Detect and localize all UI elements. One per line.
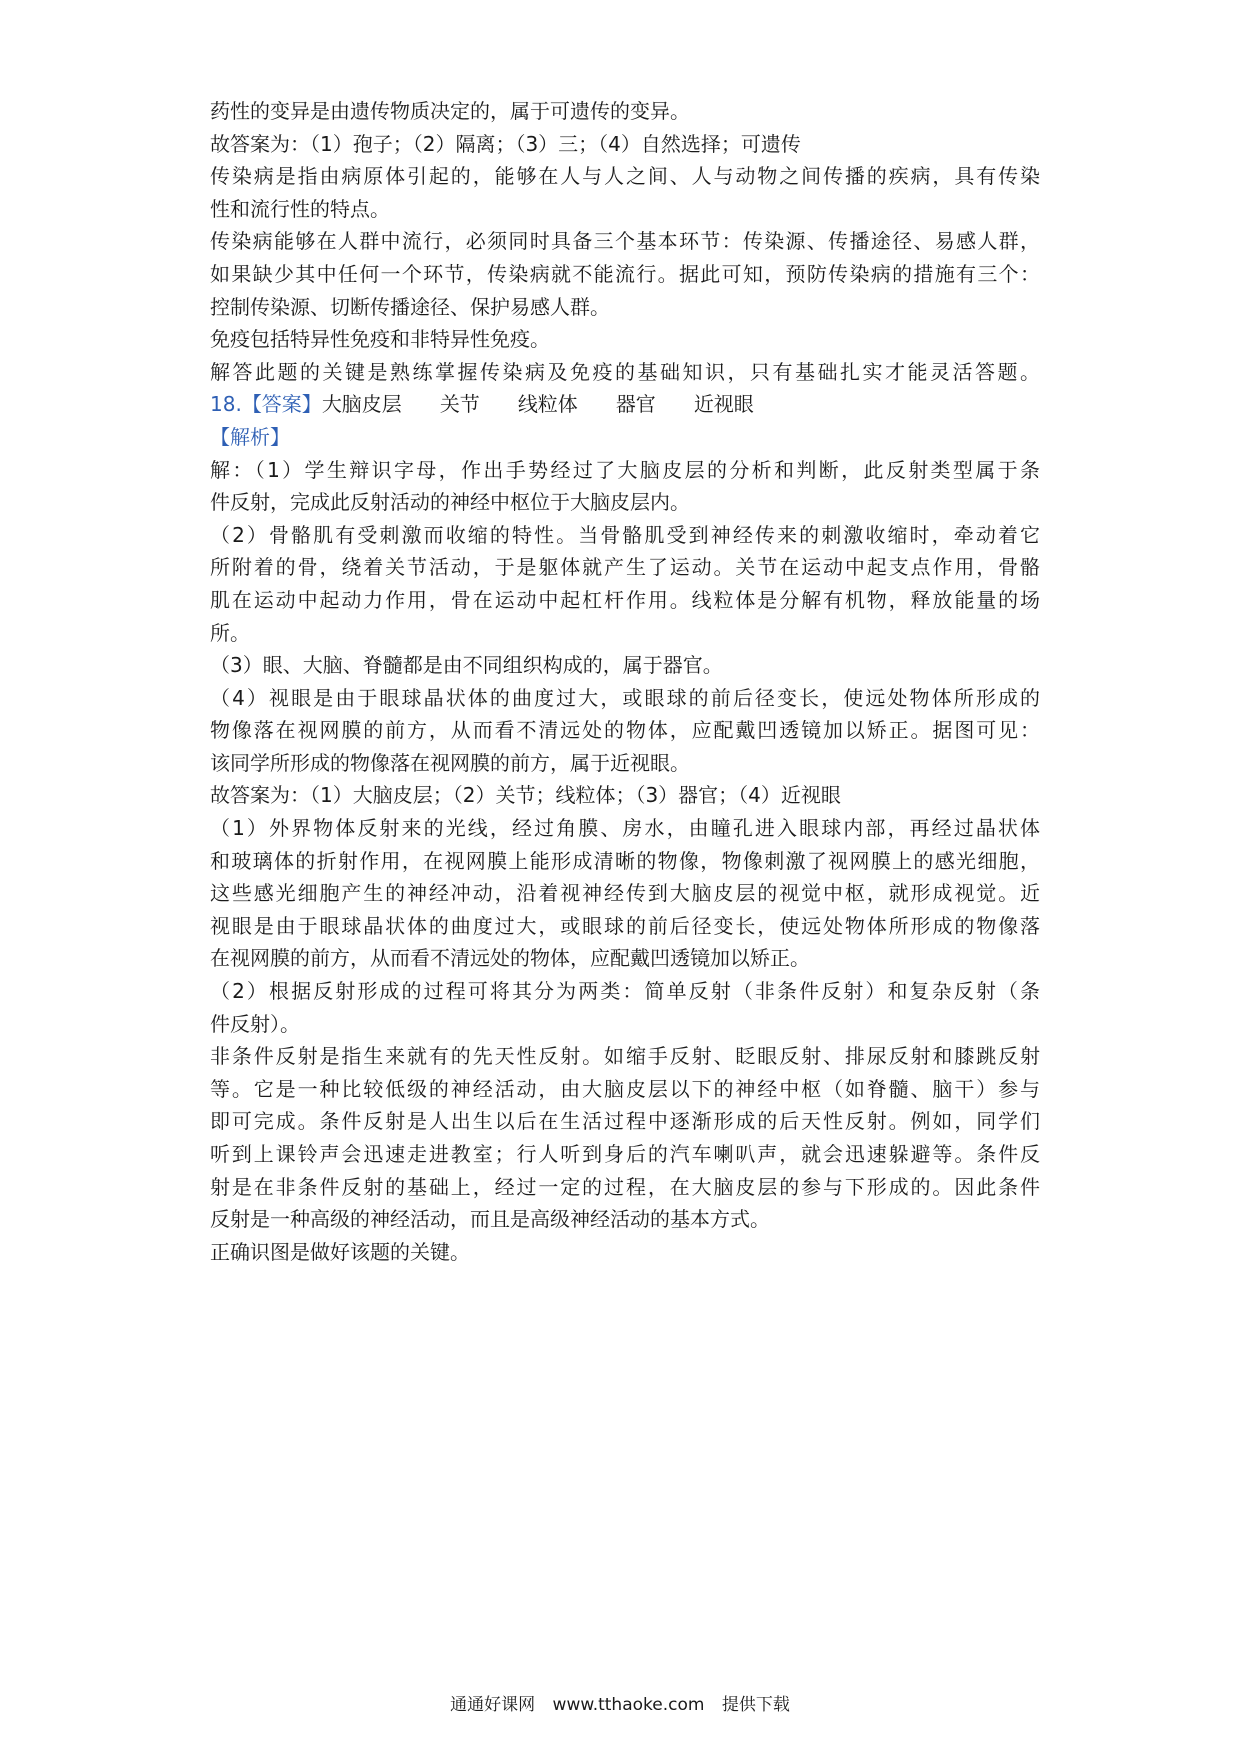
answer-row [210, 388, 1040, 421]
footer-site-name: 通通好课网 [450, 1695, 536, 1715]
analysis-line: 该同学所形成的物像落在视网膜的前方，属于近视眼。 [210, 750, 690, 775]
text-line: 药性的变异是由遗传物质决定的，属于可遗传的变异。 [210, 99, 690, 123]
analysis-line: 和玻璃体的折射作用，在视网膜上能形成清晰的物像，物像刺激了视网膜上的感光细胞， [210, 848, 1040, 873]
analysis-line: 解：（1）学生辩识字母，作出手势经过了大脑皮层的分析和判断，此反射类型属于条 [210, 457, 1040, 482]
footer-url[interactable]: www.tthaoke.com [552, 1695, 705, 1715]
analysis-line: （4）视眼是由于眼球晶状体的曲度过大，或眼球的前后径变长，使远处物体所形成的 [210, 685, 1040, 710]
text-line: 传染病能够在人群中流行，必须同时具备三个基本环节：传染源、传播途径、易感人群， [210, 229, 1040, 254]
text-line: 如果缺少其中任何一个环节，传染病就不能流行。据此可知，预防传染病的措施有三个： [210, 261, 1040, 286]
analysis-line: 反射是一种高级的神经活动，而且是高级神经活动的基本方式。 [210, 1207, 770, 1232]
question-number: 18. [210, 392, 242, 417]
footer-suffix: 提供下载 [721, 1695, 790, 1715]
analysis-line: 所。 [210, 620, 250, 645]
analysis-line: （2）根据反射形成的过程可将其分为两类：简单反射（非条件反射）和复杂反射（条 [210, 979, 1040, 1004]
analysis-tag: 【解析】 [210, 424, 290, 449]
analysis-line: 件反射，完成此反射活动的神经中枢位于大脑皮层内。 [210, 490, 690, 515]
text-line: 解答此题的关键是熟练掌握传染病及免疫的基础知识，只有基础扎实才能灵活答题。 [210, 359, 1040, 384]
answer-item: 关节 [439, 392, 480, 417]
answer-item: 器官 [615, 392, 656, 417]
analysis-line: 射是在非条件反射的基础上，经过一定的过程，在大脑皮层的参与下形成的。因此条件 [210, 1174, 1040, 1199]
analysis-line: 视眼是由于眼球晶状体的曲度过大，或眼球的前后径变长，使远处物体所形成的物像落 [210, 913, 1040, 938]
analysis-line: （1）外界物体反射来的光线，经过角膜、房水，由瞳孔进入眼球内部，再经过晶状体 [210, 816, 1040, 841]
analysis-line: 在视网膜的前方，从而看不清远处的物体，应配戴凹透镜加以矫正。 [210, 946, 810, 971]
analysis-line: 听到上课铃声会迅速走进教室；行人听到身后的汽车喇叭声，就会迅速躲避等。条件反 [210, 1142, 1040, 1166]
analysis-line: 所附着的骨，绕着关节活动，于是躯体就产生了运动。关节在运动中起支点作用，骨骼 [210, 555, 1040, 580]
analysis-line: 正确识图是做好该题的关键。 [210, 1239, 470, 1264]
text-line: 传染病是指由病原体引起的，能够在人与人之间、人与动物之间传播的疾病，具有传染 [210, 164, 1040, 189]
analysis-line: 这些感光细胞产生的神经冲动，沿着视神经传到大脑皮层的视觉中枢，就形成视觉。近 [210, 881, 1040, 906]
text-line: 性和流行性的特点。 [210, 196, 390, 221]
answer-item: 大脑皮层 [321, 392, 402, 417]
analysis-line: 物像落在视网膜的前方，从而看不清远处的物体，应配戴凹透镜加以矫正。据图可见： [210, 718, 1040, 743]
text-line: 免疫包括特异性免疫和非特异性免疫。 [210, 327, 550, 352]
answer-tag: 【答案】 [241, 392, 322, 417]
analysis-line: （3）眼、大脑、脊髓都是由不同组织构成的，属于器官。 [210, 653, 723, 678]
analysis-line: 故答案为：（1）大脑皮层；（2）关节；线粒体；（3）器官；（4）近视眼 [210, 783, 841, 808]
answer-item: 近视眼 [693, 392, 754, 417]
page-footer [0, 1690, 1240, 1715]
analysis-line: 等。它是一种比较低级的神经活动，由大脑皮层以下的神经中枢（如脊髓、脑干）参与 [210, 1076, 1040, 1101]
answer-item: 线粒体 [517, 392, 578, 417]
text-line: 控制传染源、切断传播途径、保护易感人群。 [210, 294, 610, 319]
text-line: 故答案为：（1）孢子；（2）隔离；（3）三；（4）自然选择；可遗传 [210, 131, 801, 156]
analysis-line: 即可完成。条件反射是人出生以后在生活过程中逐渐形成的后天性反射。例如，同学们 [210, 1109, 1040, 1134]
document-body [210, 95, 1040, 1268]
analysis-line: （2）骨骼肌有受刺激而收缩的特性。当骨骼肌受到神经传来的刺激收缩时，牵动着它 [210, 522, 1040, 547]
analysis-line: 肌在运动中起动力作用，骨在运动中起杠杆作用。线粒体是分解有机物，释放能量的场 [210, 587, 1040, 612]
analysis-line: 件反射）。 [210, 1011, 300, 1036]
analysis-line: 非条件反射是指生来就有的先天性反射。如缩手反射、眨眼反射、排尿反射和膝跳反射 [210, 1044, 1040, 1069]
